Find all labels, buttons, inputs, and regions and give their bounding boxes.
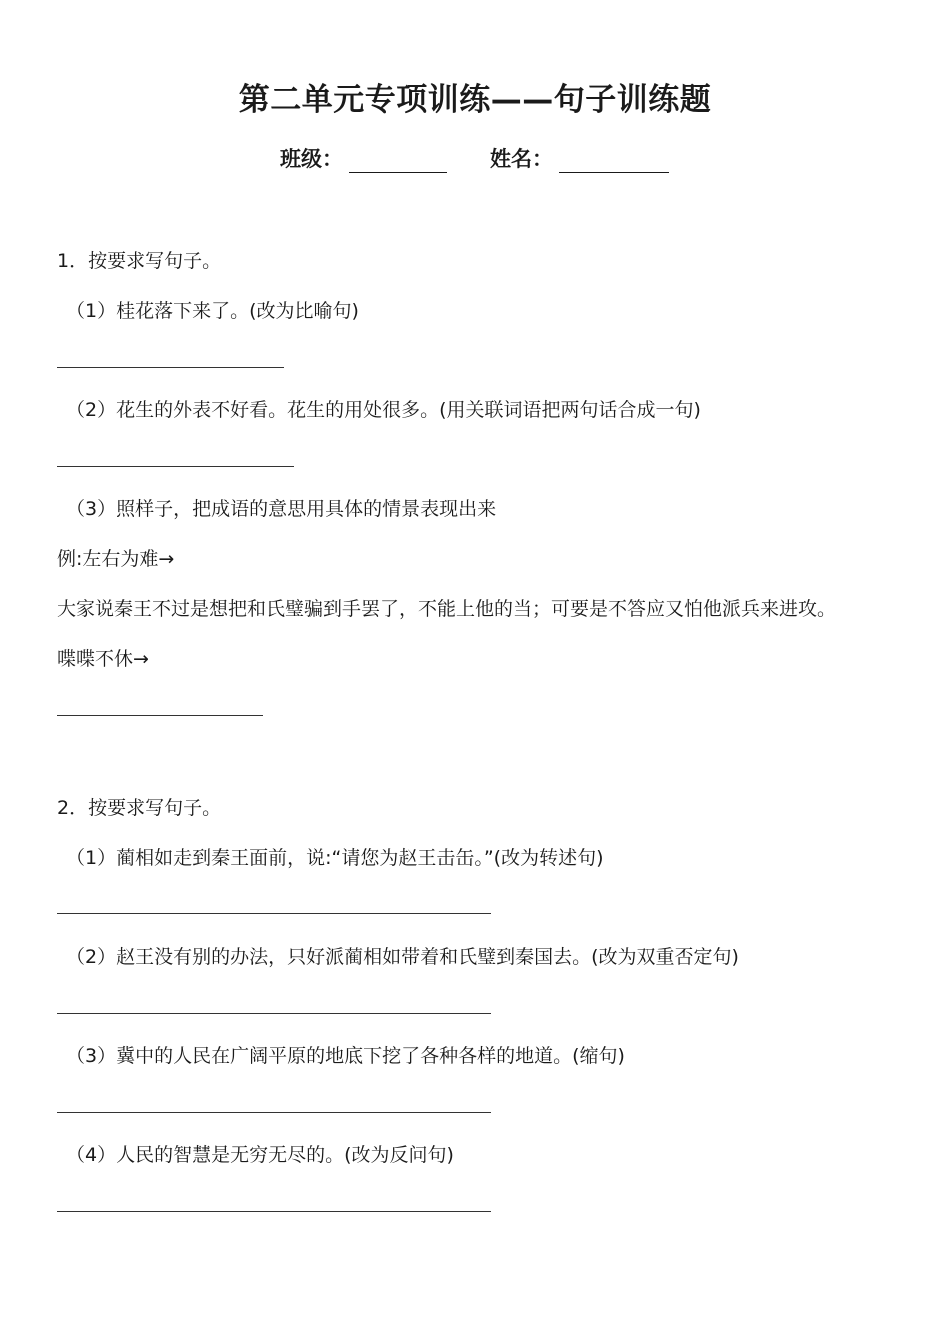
q1-answer-line-2[interactable] [57, 466, 294, 467]
q2-answer-line-2[interactable] [57, 1013, 491, 1014]
class-label: 班级： [280, 147, 343, 171]
q2-item-4: （4）人民的智慧是无穷无尽的。(改为反问句) [66, 1144, 454, 1166]
q1-idiom: 喋喋不休→ [57, 648, 149, 670]
q1-answer-line-1[interactable] [57, 367, 284, 368]
q2-answer-line-1[interactable] [57, 913, 491, 914]
q1-example-text: 大家说秦王不过是想把和氏璧骗到手罢了，不能上他的当；可要是不答应又怕他派兵来进攻。 [57, 598, 837, 620]
name-field [490, 143, 669, 173]
q1-item-3: （3）照样子，把成语的意思用具体的情景表现出来 [66, 498, 497, 520]
q2-item-2: （2）赵王没有别的办法，只好派蔺相如带着和氏璧到秦国去。(改为双重否定句) [66, 946, 739, 968]
q2-heading: 2．按要求写句子。 [57, 797, 222, 819]
class-blank[interactable] [349, 148, 447, 173]
q2-item-1: （1）蔺相如走到秦王面前，说:“请您为赵王击缶。”(改为转述句) [66, 847, 604, 869]
q1-answer-line-3[interactable] [57, 715, 263, 716]
q1-item-1: （1）桂花落下来了。(改为比喻句) [66, 300, 359, 322]
q2-answer-line-4[interactable] [57, 1211, 491, 1212]
name-label: 姓名： [490, 147, 553, 171]
q2-answer-line-3[interactable] [57, 1112, 491, 1113]
q1-example-label: 例:左右为难→ [57, 548, 175, 570]
page-title: 第二单元专项训练——句子训练题 [238, 82, 712, 118]
q1-heading: 1．按要求写句子。 [57, 250, 222, 272]
class-field [280, 143, 447, 173]
q1-item-2: （2）花生的外表不好看。花生的用处很多。(用关联词语把两句话合成一句) [66, 399, 701, 421]
q2-item-3: （3）冀中的人民在广阔平原的地底下挖了各种各样的地道。(缩句) [66, 1045, 625, 1067]
name-blank[interactable] [559, 148, 669, 173]
